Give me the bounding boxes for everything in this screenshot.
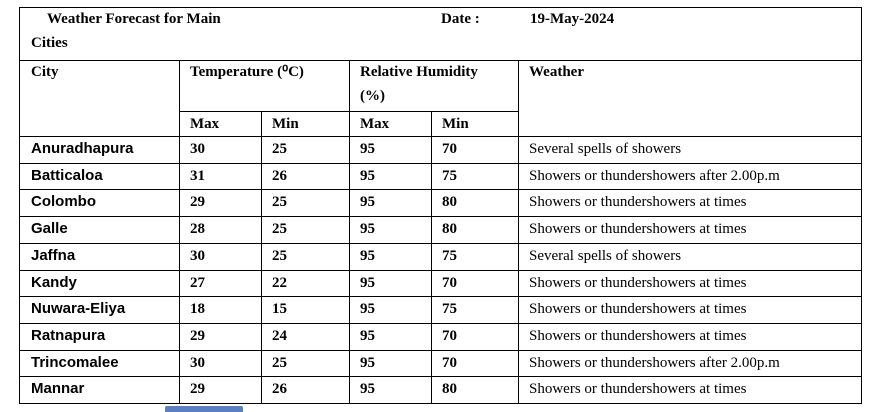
- row-city: Kandy: [31, 273, 77, 291]
- row-weather: Showers or thundershowers at times: [529, 274, 747, 291]
- header-hum-max: Max: [360, 116, 390, 132]
- row-temp-max: 31: [190, 167, 205, 184]
- row-temp-min: 25: [272, 221, 287, 238]
- row-temp-max: 18: [190, 301, 205, 318]
- row-hum-min: 70: [442, 354, 457, 371]
- header-hum-min: Min: [442, 116, 469, 132]
- row-weather: Showers or thundershowers at times: [529, 194, 747, 211]
- row-temp-max: 27: [190, 274, 205, 291]
- header-humidity: Relative Humidity: [360, 64, 478, 80]
- table-title: Weather Forecast for Main: [47, 11, 221, 27]
- row-hum-max: 95: [360, 381, 375, 398]
- row-divider: [20, 350, 861, 351]
- date-value: 19-May-2024: [530, 11, 615, 27]
- row-hum-max: 95: [360, 274, 375, 291]
- col-divider: [431, 111, 432, 403]
- row-divider: [20, 243, 861, 244]
- row-city: Ratnapura: [31, 326, 106, 344]
- row-hum-max: 95: [360, 141, 375, 157]
- row-weather: Showers or thundershowers after 2.00p.m: [529, 167, 780, 184]
- row-temp-max: 29: [190, 194, 205, 211]
- row-hum-min: 70: [442, 141, 457, 157]
- row-divider: [20, 216, 861, 217]
- row-temp-min: 22: [272, 274, 287, 291]
- row-hum-min: 75: [442, 301, 457, 318]
- row-hum-min: 80: [442, 381, 457, 398]
- row-city: Nuwara-Eliya: [31, 300, 126, 318]
- forecast-table: [19, 7, 862, 404]
- row-hum-max: 95: [360, 221, 375, 238]
- row-hum-min: 70: [442, 274, 457, 291]
- row-weather: Several spells of showers: [529, 141, 682, 157]
- row-weather: Several spells of showers: [529, 247, 682, 264]
- row-temp-min: 25: [272, 247, 287, 264]
- header-temperature: Temperature (⁰C): [190, 64, 304, 80]
- row-weather: Showers or thundershowers at times: [529, 221, 747, 238]
- row-temp-max: 29: [190, 381, 205, 398]
- row-temp-max: 30: [190, 141, 205, 157]
- col-divider: [518, 60, 519, 403]
- row-city: Mannar: [31, 380, 85, 398]
- tab-stub: [165, 406, 243, 412]
- row-temp-min: 25: [272, 354, 287, 371]
- row-city: Jaffna: [31, 246, 76, 264]
- row-city: Anuradhapura: [31, 140, 134, 157]
- row-hum-min: 75: [442, 167, 457, 184]
- row-hum-min: 75: [442, 247, 457, 264]
- header-temp-max: Max: [190, 116, 220, 132]
- col-divider: [349, 60, 350, 403]
- row-city: Trincomalee: [31, 353, 119, 371]
- header-weather: Weather: [529, 64, 584, 80]
- row-divider: [20, 189, 861, 190]
- table-title-line2: Cities: [31, 35, 68, 51]
- row-city: Galle: [31, 220, 68, 238]
- row-hum-max: 95: [360, 247, 375, 264]
- row-temp-min: 25: [272, 194, 287, 211]
- header-humidity-unit: (%): [360, 88, 385, 104]
- row-temp-max: 28: [190, 221, 205, 238]
- row-hum-min: 70: [442, 327, 457, 344]
- row-hum-max: 95: [360, 167, 375, 184]
- row-temp-max: 29: [190, 327, 205, 344]
- row-divider: [20, 163, 861, 164]
- col-divider: [179, 60, 180, 403]
- row-weather: Showers or thundershowers after 2.00p.m: [529, 354, 780, 371]
- row-hum-min: 80: [442, 221, 457, 238]
- row-divider: [20, 376, 861, 377]
- row-temp-min: 26: [272, 381, 287, 398]
- row-hum-max: 95: [360, 194, 375, 211]
- row-temp-min: 24: [272, 327, 287, 344]
- header-temp-min: Min: [272, 116, 299, 132]
- row-hum-min: 80: [442, 194, 457, 211]
- row-weather: Showers or thundershowers at times: [529, 381, 747, 398]
- row-temp-min: 25: [272, 141, 287, 157]
- row-divider: [20, 296, 861, 297]
- row-temp-max: 30: [190, 247, 205, 264]
- row-weather: Showers or thundershowers at times: [529, 327, 747, 344]
- row-hum-max: 95: [360, 327, 375, 344]
- date-label: Date :: [441, 11, 480, 27]
- row-hum-max: 95: [360, 354, 375, 371]
- row-city: Colombo: [31, 193, 96, 211]
- row-divider: [20, 270, 861, 271]
- row-temp-max: 30: [190, 354, 205, 371]
- row-temp-min: 26: [272, 167, 287, 184]
- row-divider: [20, 323, 861, 324]
- row-hum-max: 95: [360, 301, 375, 318]
- row-weather: Showers or thundershowers at times: [529, 301, 747, 318]
- row-city: Batticaloa: [31, 166, 103, 184]
- row-temp-min: 15: [272, 301, 287, 318]
- row-divider: [20, 136, 861, 137]
- col-divider: [261, 111, 262, 403]
- header-city: City: [31, 64, 59, 80]
